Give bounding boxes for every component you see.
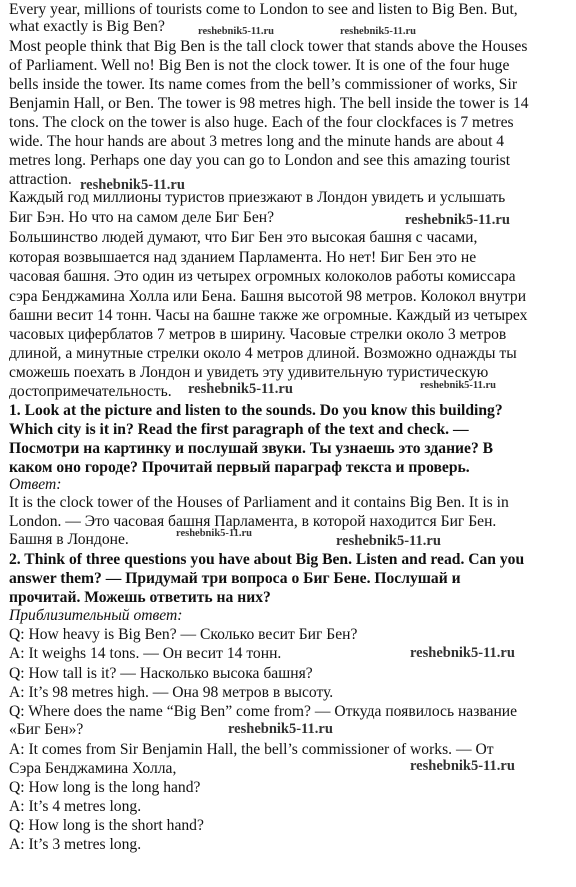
qa-line: Q: How long is the long hand? bbox=[9, 779, 201, 796]
watermark: reshebnik5-11.ru bbox=[176, 528, 252, 539]
english-text-line: of Parliament. Well no! Big Ben is not the clock tower. It is one of the four huge bbox=[9, 57, 510, 74]
russian-text-line: достопримечательность. bbox=[9, 383, 172, 400]
task2-answer-label: Приблизительный ответ: bbox=[9, 607, 183, 624]
qa-line: «Биг Бен»? bbox=[9, 721, 84, 738]
qa-line: A: It weighs 14 tons. — Он весит 14 тонн. bbox=[9, 645, 282, 662]
task1-question-line: каком оно городе? Прочитай первый параграф текста и проверь. bbox=[9, 459, 470, 476]
english-text-line: what exactly is Big Ben? bbox=[9, 18, 165, 35]
russian-text-line: Каждый год миллионы туристов приезжают в Лондон увидеть и услышать bbox=[9, 189, 506, 206]
russian-text-line: сэра Бенджамина Холла или Бена. Башня высотой 98 метров. Колокол внутри bbox=[9, 288, 527, 305]
watermark: reshebnik5-11.ru bbox=[340, 26, 416, 37]
qa-line: Q: Where does the name “Big Ben” come from? — Откуда появилось название bbox=[9, 703, 518, 720]
task1-answer-line: London. — Это часовая башня Парламента, в которой находится Биг Бен. bbox=[9, 513, 497, 530]
task1-answer-line: Башня в Лондоне. bbox=[9, 531, 129, 548]
russian-text-line: часовая башня. Это один из четырех огромных колоколов работы комиссара bbox=[9, 268, 516, 285]
qa-line: A: It’s 3 metres long. bbox=[9, 836, 142, 853]
english-text-line: Benjamin Hall, or Ben. The tower is 98 metres high. The bell inside the tower is 14 bbox=[9, 95, 529, 112]
task2-question-line: прочитай. Можешь ответить на них? bbox=[9, 589, 271, 606]
watermark: reshebnik5-11.ru bbox=[228, 721, 333, 737]
qa-line: Q: How tall is it? — Насколько высока башня? bbox=[9, 665, 313, 682]
russian-text-line: которая возвышается над зданием Парламента. Но нет! Биг Бен это не bbox=[9, 249, 477, 266]
watermark: reshebnik5-11.ru bbox=[405, 212, 510, 228]
english-text-line: attraction. bbox=[9, 171, 72, 188]
english-text-line: tons. The clock on the tower is also huge. Each of the four clockfaces is 7 metres bbox=[9, 114, 514, 131]
qa-line: Q: How heavy is Big Ben? — Сколько весит Биг Бен? bbox=[9, 626, 358, 643]
english-text-line: Every year, millions of tourists come to London to see and listen to Big Ben. But, bbox=[9, 1, 518, 18]
english-text-line: metres long. Perhaps one day you can go to London and see this amazing tourist bbox=[9, 152, 511, 169]
watermark: reshebnik5-11.ru bbox=[198, 26, 274, 37]
qa-line: A: It comes from Sir Benjamin Hall, the bell’s commissioner of works. — От bbox=[9, 741, 494, 758]
english-text-line: Most people think that Big Ben is the tall clock tower that stands above the Houses bbox=[9, 38, 528, 55]
qa-line: Сэра Бенджамина Холла, bbox=[9, 760, 177, 777]
watermark: reshebnik5-11.ru bbox=[188, 381, 293, 397]
task1-question-line: 1. Look at the picture and listen to the sounds. Do you know this building? bbox=[9, 402, 503, 419]
watermark: reshebnik5-11.ru bbox=[420, 380, 496, 391]
qa-line: A: It’s 98 metres high. — Она 98 метров в высоту. bbox=[9, 684, 334, 701]
task1-question-line: Посмотри на картинку и послушай звуки. Ты узнаешь это здание? В bbox=[9, 440, 494, 457]
watermark: reshebnik5-11.ru bbox=[80, 177, 185, 193]
english-text-line: wide. The hour hands are about 3 metres long and the minute hands are about 4 bbox=[9, 133, 505, 150]
russian-text-line: часовых циферблатов 7 метров в ширину. Часовые стрелки около 3 метров bbox=[9, 326, 507, 343]
watermark: reshebnik5-11.ru bbox=[336, 533, 441, 549]
task1-answer-label: Ответ: bbox=[9, 476, 62, 493]
watermark: reshebnik5-11.ru bbox=[410, 758, 515, 774]
task2-question-line: 2. Think of three questions you have about Big Ben. Listen and read. Can you bbox=[9, 551, 525, 568]
watermark: reshebnik5-11.ru bbox=[410, 645, 515, 661]
russian-text-line: длиной, а минутные стрелки около 4 метров длиной. Возможно однажды ты bbox=[9, 345, 517, 362]
task2-question-line: answer them? — Придумай три вопроса о Биг Бене. Послушай и bbox=[9, 570, 461, 587]
qa-line: A: It’s 4 metres long. bbox=[9, 798, 142, 815]
english-text-line: bells inside the tower. Its name comes from the bell’s commissioner of works, Sir bbox=[9, 76, 518, 93]
russian-text-line: башни весит 14 тонн. Часы на башне также же огромные. Каждый из четырех bbox=[9, 307, 528, 324]
russian-text-line: сможешь поехать в Лондон и увидеть эту удивительную туристическую bbox=[9, 364, 489, 381]
russian-text-line: Большинство людей думают, что Биг Бен это высокая башня с часами, bbox=[9, 229, 478, 246]
russian-text-line: Биг Бэн. Но что на самом деле Биг Бен? bbox=[9, 209, 275, 226]
task1-answer-line: It is the clock tower of the Houses of Parliament and it contains Big Ben. It is in bbox=[9, 494, 509, 511]
qa-line: Q: How long is the short hand? bbox=[9, 817, 204, 834]
task1-question-line: Which city is it in? Read the first paragraph of the text and check. — bbox=[9, 421, 469, 438]
